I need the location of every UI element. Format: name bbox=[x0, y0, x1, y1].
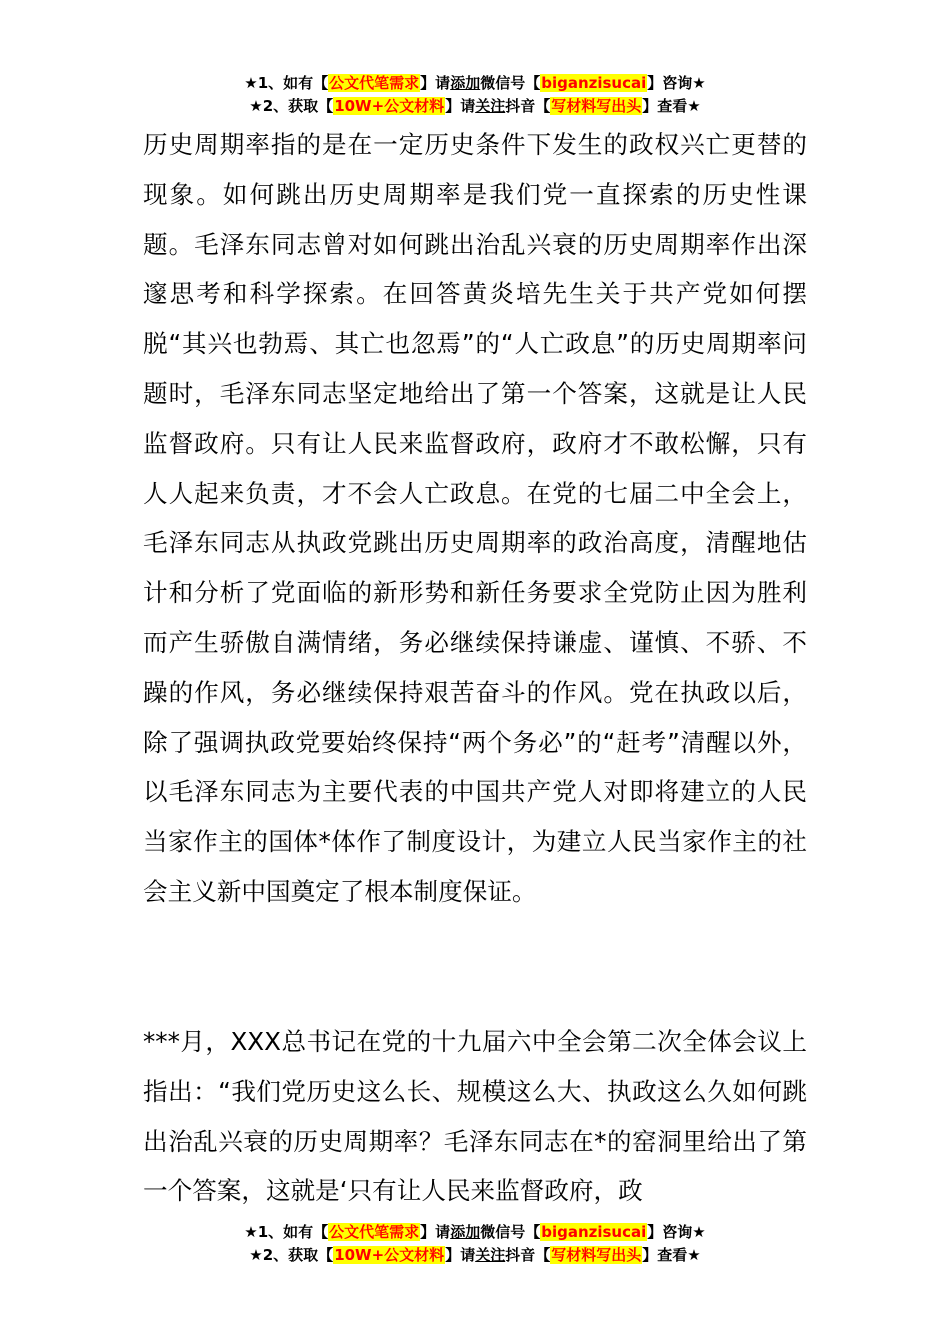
promo-line-2 bbox=[0, 95, 950, 118]
bottom-promo-banner bbox=[0, 1221, 950, 1267]
promo-underline: 关注 bbox=[475, 97, 506, 115]
promo-underline: 添加 bbox=[450, 1223, 481, 1241]
promo-douyin-id: 写材料写出头 bbox=[551, 1246, 642, 1264]
promo-douyin-id: 写材料写出头 bbox=[551, 97, 642, 115]
promo-text: 抖音【 bbox=[505, 97, 551, 115]
promo-text: ★1、如有【 bbox=[244, 74, 329, 92]
promo-line-2 bbox=[0, 1244, 950, 1267]
promo-highlight: 10W+公文材料 bbox=[334, 1246, 445, 1264]
promo-wechat-id: biganzisucai bbox=[541, 74, 647, 92]
promo-text: 】咨询★ bbox=[647, 1223, 706, 1241]
promo-highlight: 公文代笔需求 bbox=[329, 74, 420, 92]
promo-text: 】查看★ bbox=[642, 97, 701, 115]
promo-text: ★1、如有【 bbox=[244, 1223, 329, 1241]
top-promo-banner bbox=[0, 72, 950, 118]
promo-text: 微信号【 bbox=[480, 1223, 541, 1241]
promo-underline: 关注 bbox=[475, 1246, 506, 1264]
promo-underline: 添加 bbox=[450, 74, 481, 92]
promo-text: 】请 bbox=[445, 1246, 476, 1264]
promo-line-1 bbox=[0, 1221, 950, 1244]
promo-text: 微信号【 bbox=[480, 74, 541, 92]
body-paragraph-1: 历史周期率指的是在一定历史条件下发生的政权兴亡更替的现象。如何跳出历史周期率是我们党一直探索的历史性课题。毛泽东同志曾对如何跳出治乱兴衰的历史周期率作出深邃思考和科学探索。在回答黄炎培先生关于共产党如何摆脱“其兴也勃焉、其亡也忽焉”的“人亡政息”的历史周期率问题时，毛泽东同志坚定地给出了第一个答案，这就是让人民监督政府。只有让人民来监督政府，政府才不敢松懈，只有人人起来负责，才不会人亡政息。在党的七届二中全会上，毛泽东同志从执政党跳出历史周期率的政治高度，清醒地估计和分析了党面临的新形势和新任务要求全党防止因为胜利而产生骄傲自满情绪，务必继续保持谦虚、谨慎、不骄、不躁的作风，务必继续保持艰苦奋斗的作风。党在执政以后，除了强调执政党要始终保持“两个务必”的“赶考”清醒以外，以毛泽东同志为主要代表的中国共产党人对即将建立的人民当家作主的国体*体作了制度设计，为建立人民当家作主的社会主义新中国奠定了根本制度保证。 bbox=[143, 130, 807, 906]
promo-wechat-id: biganzisucai bbox=[541, 1223, 647, 1241]
promo-text: 】请 bbox=[445, 97, 476, 115]
promo-line-1 bbox=[0, 72, 950, 95]
promo-highlight: 10W+公文材料 bbox=[334, 97, 445, 115]
promo-text: 】请 bbox=[420, 1223, 451, 1241]
promo-text: ★2、获取【 bbox=[249, 97, 334, 115]
promo-text: 】咨询★ bbox=[647, 74, 706, 92]
promo-highlight: 公文代笔需求 bbox=[329, 1223, 420, 1241]
body-paragraph-2: ***月，XXX总书记在党的十九届六中全会第二次全体会议上指出：“我们党历史这么长、规模这么大、执政这么久如何跳出治乱兴衰的历史周期率？毛泽东同志在*的窑洞里给出了第一个答案，这就是‘只有让人民来监督政府，政 bbox=[143, 1027, 807, 1206]
promo-text: 】查看★ bbox=[642, 1246, 701, 1264]
promo-text: 】请 bbox=[420, 74, 451, 92]
promo-text: ★2、获取【 bbox=[249, 1246, 334, 1264]
promo-text: 抖音【 bbox=[505, 1246, 551, 1264]
